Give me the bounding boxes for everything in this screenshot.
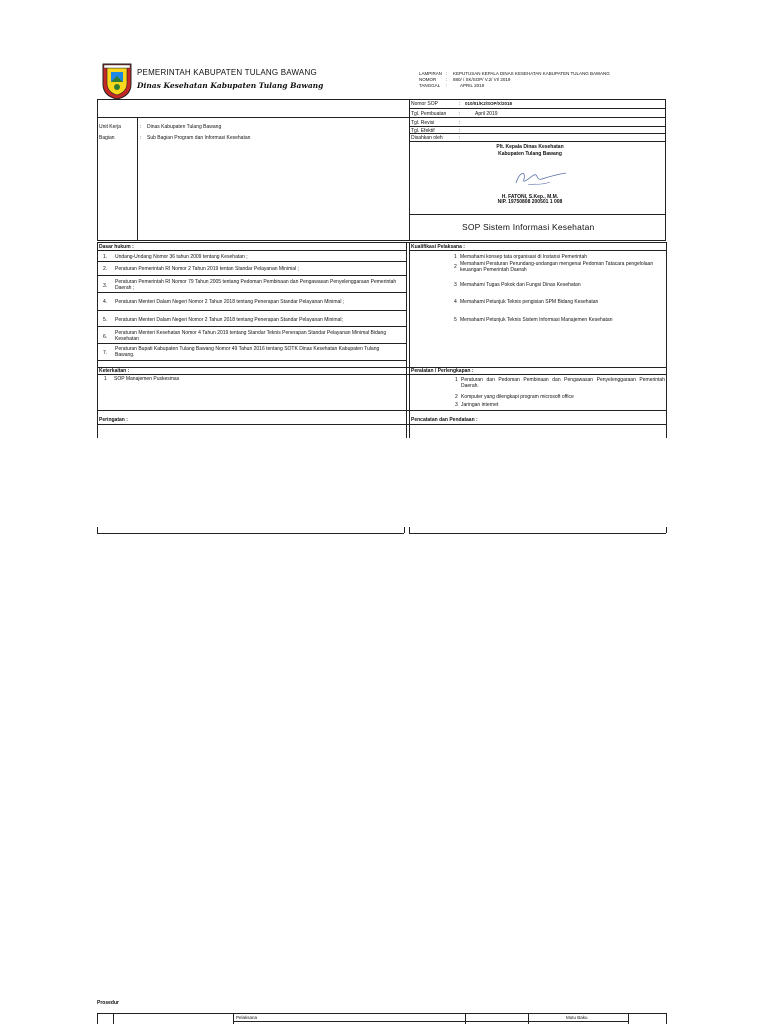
divider <box>409 214 666 215</box>
divider <box>137 117 138 241</box>
signer-title-2: Kabupaten Tulang Bawang <box>498 151 562 157</box>
keterkaitan-item: SOP Manajemen Puskesmas <box>114 376 180 382</box>
colon: : <box>459 101 461 107</box>
dasar-hukum-item: Peraturan Menteri Dalam Negeri Nomor 2 Tahun 2018 tentang Penerapan Standar Pelayanan Minimal; <box>115 317 343 323</box>
divider <box>409 141 666 142</box>
tanggal-value: APRIL 2019 <box>460 83 485 88</box>
bagian-value: Sub Bagian Program dan Informasi Kesehatan <box>147 135 251 141</box>
kualifikasi-number: 4 <box>454 299 457 305</box>
colon: : <box>446 71 448 76</box>
divider <box>97 1013 666 1014</box>
divider <box>233 1021 628 1022</box>
peralatan-item: Jaringan internet <box>461 402 499 408</box>
tgl-pembuatan-value: April 2019 <box>475 111 498 117</box>
colon: : <box>459 111 461 117</box>
divider <box>97 410 666 411</box>
signer-name: H. FATONI, S.Kep., M.M. <box>501 194 559 200</box>
dasar-hukum-item: Peraturan Pemerintah RI Nomor 2 Tahun 2019 tentan Standar Pelayanan Minimal ; <box>115 266 299 272</box>
divider <box>97 310 407 311</box>
prosedur-title: Prosedur <box>97 1000 119 1006</box>
divider <box>666 1013 667 1024</box>
kualifikasi-item: Memahami Petunjuk Teknis pengisian SPM Bidang Kesehatan <box>460 299 599 305</box>
regency-logo <box>101 62 133 100</box>
tgl-efektif-label: Tgl. Efektif <box>411 128 435 134</box>
kualifikasi-item: Memahami konsep tata organisasi di Instansi Pemerintah <box>460 254 588 260</box>
peralatan-number: 3 <box>455 402 458 408</box>
kualifikasi-number: 2 <box>454 264 457 270</box>
lampiran-label: LAMPIRAN <box>419 71 443 76</box>
dasar-hukum-number: 6. <box>103 334 108 340</box>
colon: : <box>446 77 448 82</box>
tanggal-label: TANGGAL <box>419 83 441 88</box>
dasar-hukum-item: Undang-Undang Nomor 36 tahun 2009 tentang Kesehatan ; <box>115 254 248 260</box>
agency-name: Dinas Kesehatan Kabupaten Tulang Bawang <box>137 81 324 90</box>
peralatan-item: Peraturan dan Pedoman Pembinaan dan Pengawasan Penyelenggaraan Pemerintah Daerah. <box>461 377 665 389</box>
divider <box>97 424 666 425</box>
dasar-hukum-title: Dasar hukum : <box>99 244 134 250</box>
dasar-hukum-number: 5. <box>103 317 108 323</box>
kualifikasi-item: Memahami Tugas Pokok dan Fungsi Dinas Kesehatan <box>460 282 581 288</box>
divider <box>97 242 666 243</box>
tgl-revisi-label: Tgl. Revisi <box>411 120 435 126</box>
unit-kerja-label: Unit Kerja <box>99 124 121 130</box>
divider <box>97 1013 98 1024</box>
divider <box>409 117 666 118</box>
divider <box>97 292 407 293</box>
divider <box>406 242 407 438</box>
sop-info-table <box>97 99 666 241</box>
divider <box>97 367 666 368</box>
divider <box>97 360 407 361</box>
peralatan-number: 2 <box>455 394 458 400</box>
kualifikasi-item: Memahami Peraturan Perundang-undangan mengenai Pedoman Tatacara pengelolaan keuangan Pemerintah Daerah <box>460 261 654 273</box>
divider <box>97 275 407 276</box>
pencatatan-title: Pencatatan dan Pendataan : <box>411 417 478 423</box>
divider <box>404 527 405 533</box>
colon: : <box>459 135 461 141</box>
bagian-label: Bagian <box>99 135 115 141</box>
divider <box>97 250 407 251</box>
divider <box>409 242 410 438</box>
divider <box>97 533 404 534</box>
dasar-hukum-number: 7. <box>103 350 108 356</box>
lampiran-value: KEPUTUSAN KEPALA DINAS KESEHATAN KABUPATEN TULANG BAWANG <box>453 71 610 76</box>
signer-title-1: Plt. Kepala Dinas Kesehatan <box>496 144 564 150</box>
unit-kerja-value: Dinas Kabupaten Tulang Bawang <box>147 124 222 130</box>
kualifikasi-number: 1 <box>454 254 457 260</box>
colon: : <box>446 83 448 88</box>
nomor-label: NOMOR <box>419 77 437 82</box>
kualifikasi-item: Memahami Petunjuk Teknis Sistem Informasi Manajemen Kesehatan <box>460 317 613 323</box>
divider <box>628 1013 629 1024</box>
keterkaitan-number: 1 <box>104 376 107 382</box>
kualifikasi-number: 3 <box>454 282 457 288</box>
nomor-value: 880/ / SK/SOP/ V.2/ VI/ 2019 <box>453 77 511 82</box>
prosedur-col-pelaksana: Pelaksana <box>236 1015 258 1020</box>
dasar-hukum-item: Peraturan Menteri Dalam Negeri Nomor 2 Tahun 2018 tentang Penerapan Standar Pelayanan Minimal ; <box>115 299 345 305</box>
dasar-hukum-number: 3. <box>103 283 108 289</box>
colon: : <box>140 124 142 130</box>
divider <box>666 242 667 438</box>
org-name: PEMERINTAH KABUPATEN TULANG BAWANG <box>137 68 317 77</box>
dasar-hukum-number: 2. <box>103 266 108 272</box>
nomor-sop-label: Nomor SOP <box>411 101 438 107</box>
divider <box>409 250 666 251</box>
divider <box>409 533 666 534</box>
sop-title: SOP Sistem Informasi Kesehatan <box>462 222 595 232</box>
tgl-pembuatan-label: Tgl. Pembuatan <box>411 111 447 117</box>
divider <box>666 527 667 533</box>
divider <box>97 326 407 327</box>
peringatan-title: Peringatan : <box>99 417 128 423</box>
divider <box>97 261 407 262</box>
divider <box>97 242 98 438</box>
divider <box>97 117 410 118</box>
divider <box>409 133 666 134</box>
divider <box>409 126 666 127</box>
divider <box>465 1013 466 1024</box>
prosedur-col-mutu-baku: Mutu Baku <box>566 1015 588 1020</box>
peralatan-title: Peralatan / Perlengkapan : <box>411 368 474 374</box>
divider <box>113 1013 114 1024</box>
dasar-hukum-item: Peraturan Pemerintah RI Nomor 79 Tahun 2005 tentang Pedoman Pembinaan dan Pengawasan Penyelenggaraan Pemerintah Daerah ; <box>115 279 397 291</box>
divider <box>528 1013 529 1024</box>
colon: : <box>140 135 142 141</box>
colon: : <box>459 128 461 134</box>
divider <box>233 1013 234 1024</box>
peralatan-item: Komputer yang dilengkapi program microsoft office <box>461 394 574 400</box>
nomor-sop-value: 010/01/K2/SOP/X/2018 <box>465 101 513 106</box>
divider <box>409 108 666 109</box>
dasar-hukum-item: Peraturan Menteri Kesehatan Nomor 4 Tahun 2019 tentang Standar Teknis Penerapan Standar Pelayanan Minimal Bidang Kesehatan <box>115 330 387 342</box>
keterkaitan-title: Keterkaitan : <box>99 368 130 374</box>
signer-nip: NIP. 19750808 200501 1 008 <box>497 199 563 205</box>
disahkan-label: Disahkan oleh <box>411 135 443 141</box>
kualifikasi-title: Kualifikasi Pelaksana : <box>411 244 465 250</box>
dasar-hukum-item: Peraturan Bupati Kabupaten Tulang Bawang Nomor 49 Tahun 2016 tentang SOTK Dinas Kesehatan Kabupaten Tulang Bawang. <box>115 346 380 358</box>
divider <box>97 374 666 375</box>
dasar-hukum-number: 4. <box>103 299 108 305</box>
signature <box>510 167 570 191</box>
peralatan-number: 1 <box>455 377 458 383</box>
divider <box>409 99 410 241</box>
dasar-hukum-number: 1. <box>103 254 108 260</box>
divider <box>97 343 407 344</box>
kualifikasi-number: 5 <box>454 317 457 323</box>
colon: : <box>459 120 461 126</box>
